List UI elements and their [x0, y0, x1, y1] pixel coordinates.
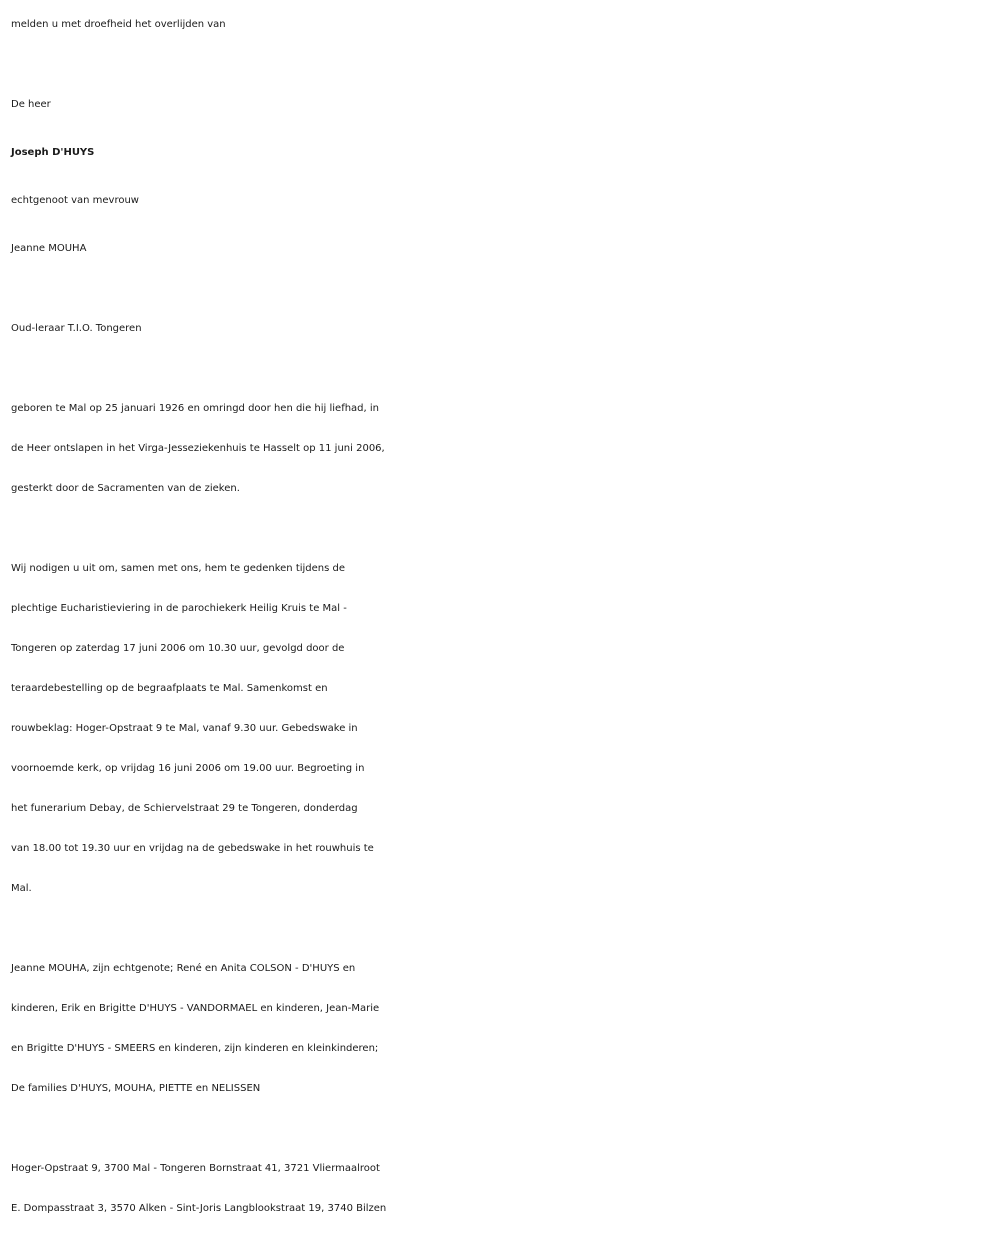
spacer — [11, 349, 996, 389]
paragraph-line: het funerarium Debay, de Schiervelstraat 29 te Tongeren, donderdag — [11, 803, 358, 814]
death-notice — [11, 0, 996, 1229]
paragraph-line: plechtige Eucharistieviering in de parochiekerk Heilig Kruis te Mal - — [11, 603, 347, 614]
paragraph-line: Wij nodigen u uit om, samen met ons, hem te gedenken tijdens de — [11, 563, 346, 574]
paragraph-line: van 18.00 tot 19.30 uur en vrijdag na de gebedswake in het rouwhuis te — [11, 843, 374, 854]
spouse-name: Jeanne MOUHA — [11, 243, 87, 254]
family-paragraph — [11, 949, 996, 1109]
spacer — [11, 269, 996, 309]
paragraph-line: Tongeren op zaterdag 17 juni 2006 om 10.30 uur, gevolgd door de — [11, 643, 345, 654]
paragraph-line: geboren te Mal op 25 januari 1926 en omringd door hen die hij liefhad, in — [11, 403, 380, 414]
paragraph-line: en Brigitte D'HUYS - SMEERS en kinderen, zijn kinderen en kleinkinderen; — [11, 1043, 379, 1054]
address-line: E. Dompasstraat 3, 3570 Alken - Sint-Joris Langblookstraat 19, 3740 Bilzen — [11, 1203, 387, 1214]
paragraph-line: De families D'HUYS, MOUHA, PIETTE en NELISSEN — [11, 1083, 261, 1094]
paragraph-line: gesterkt door de Sacramenten van de zieken. — [11, 483, 240, 494]
occupation: Oud-leraar T.I.O. Tongeren — [11, 323, 142, 334]
paragraph-line: rouwbeklag: Hoger-Opstraat 9 te Mal, vanaf 9.30 uur. Gebedswake in — [11, 723, 358, 734]
spacer — [11, 45, 996, 85]
paragraph-line: Mal. — [11, 883, 32, 894]
paragraph-line: teraardebestelling op de begraafplaats te Mal. Samenkomst en — [11, 683, 328, 694]
spouse-intro: echtgenoot van mevrouw — [11, 195, 139, 206]
deceased-name: Joseph D'HUYS — [11, 147, 95, 158]
address-paragraph — [11, 1149, 996, 1229]
spacer — [11, 1109, 996, 1149]
spacer — [11, 909, 996, 949]
paragraph-line: kinderen, Erik en Brigitte D'HUYS - VANDORMAEL en kinderen, Jean-Marie — [11, 1003, 380, 1014]
spacer — [11, 509, 996, 549]
salutation: De heer — [11, 99, 51, 110]
opening-text: melden u met droefheid het overlijden van — [11, 19, 226, 30]
birth-death-paragraph — [11, 389, 996, 509]
paragraph-line: Jeanne MOUHA, zijn echtgenote; René en Anita COLSON - D'HUYS en — [11, 963, 356, 974]
address-line: Hoger-Opstraat 9, 3700 Mal - Tongeren Bornstraat 41, 3721 Vliermaalroot — [11, 1163, 380, 1174]
invitation-paragraph — [11, 549, 996, 909]
paragraph-line: voornoemde kerk, op vrijdag 16 juni 2006 om 19.00 uur. Begroeting in — [11, 763, 365, 774]
paragraph-line: de Heer ontslapen in het Virga-Jesseziekenhuis te Hasselt op 11 juni 2006, — [11, 443, 385, 454]
